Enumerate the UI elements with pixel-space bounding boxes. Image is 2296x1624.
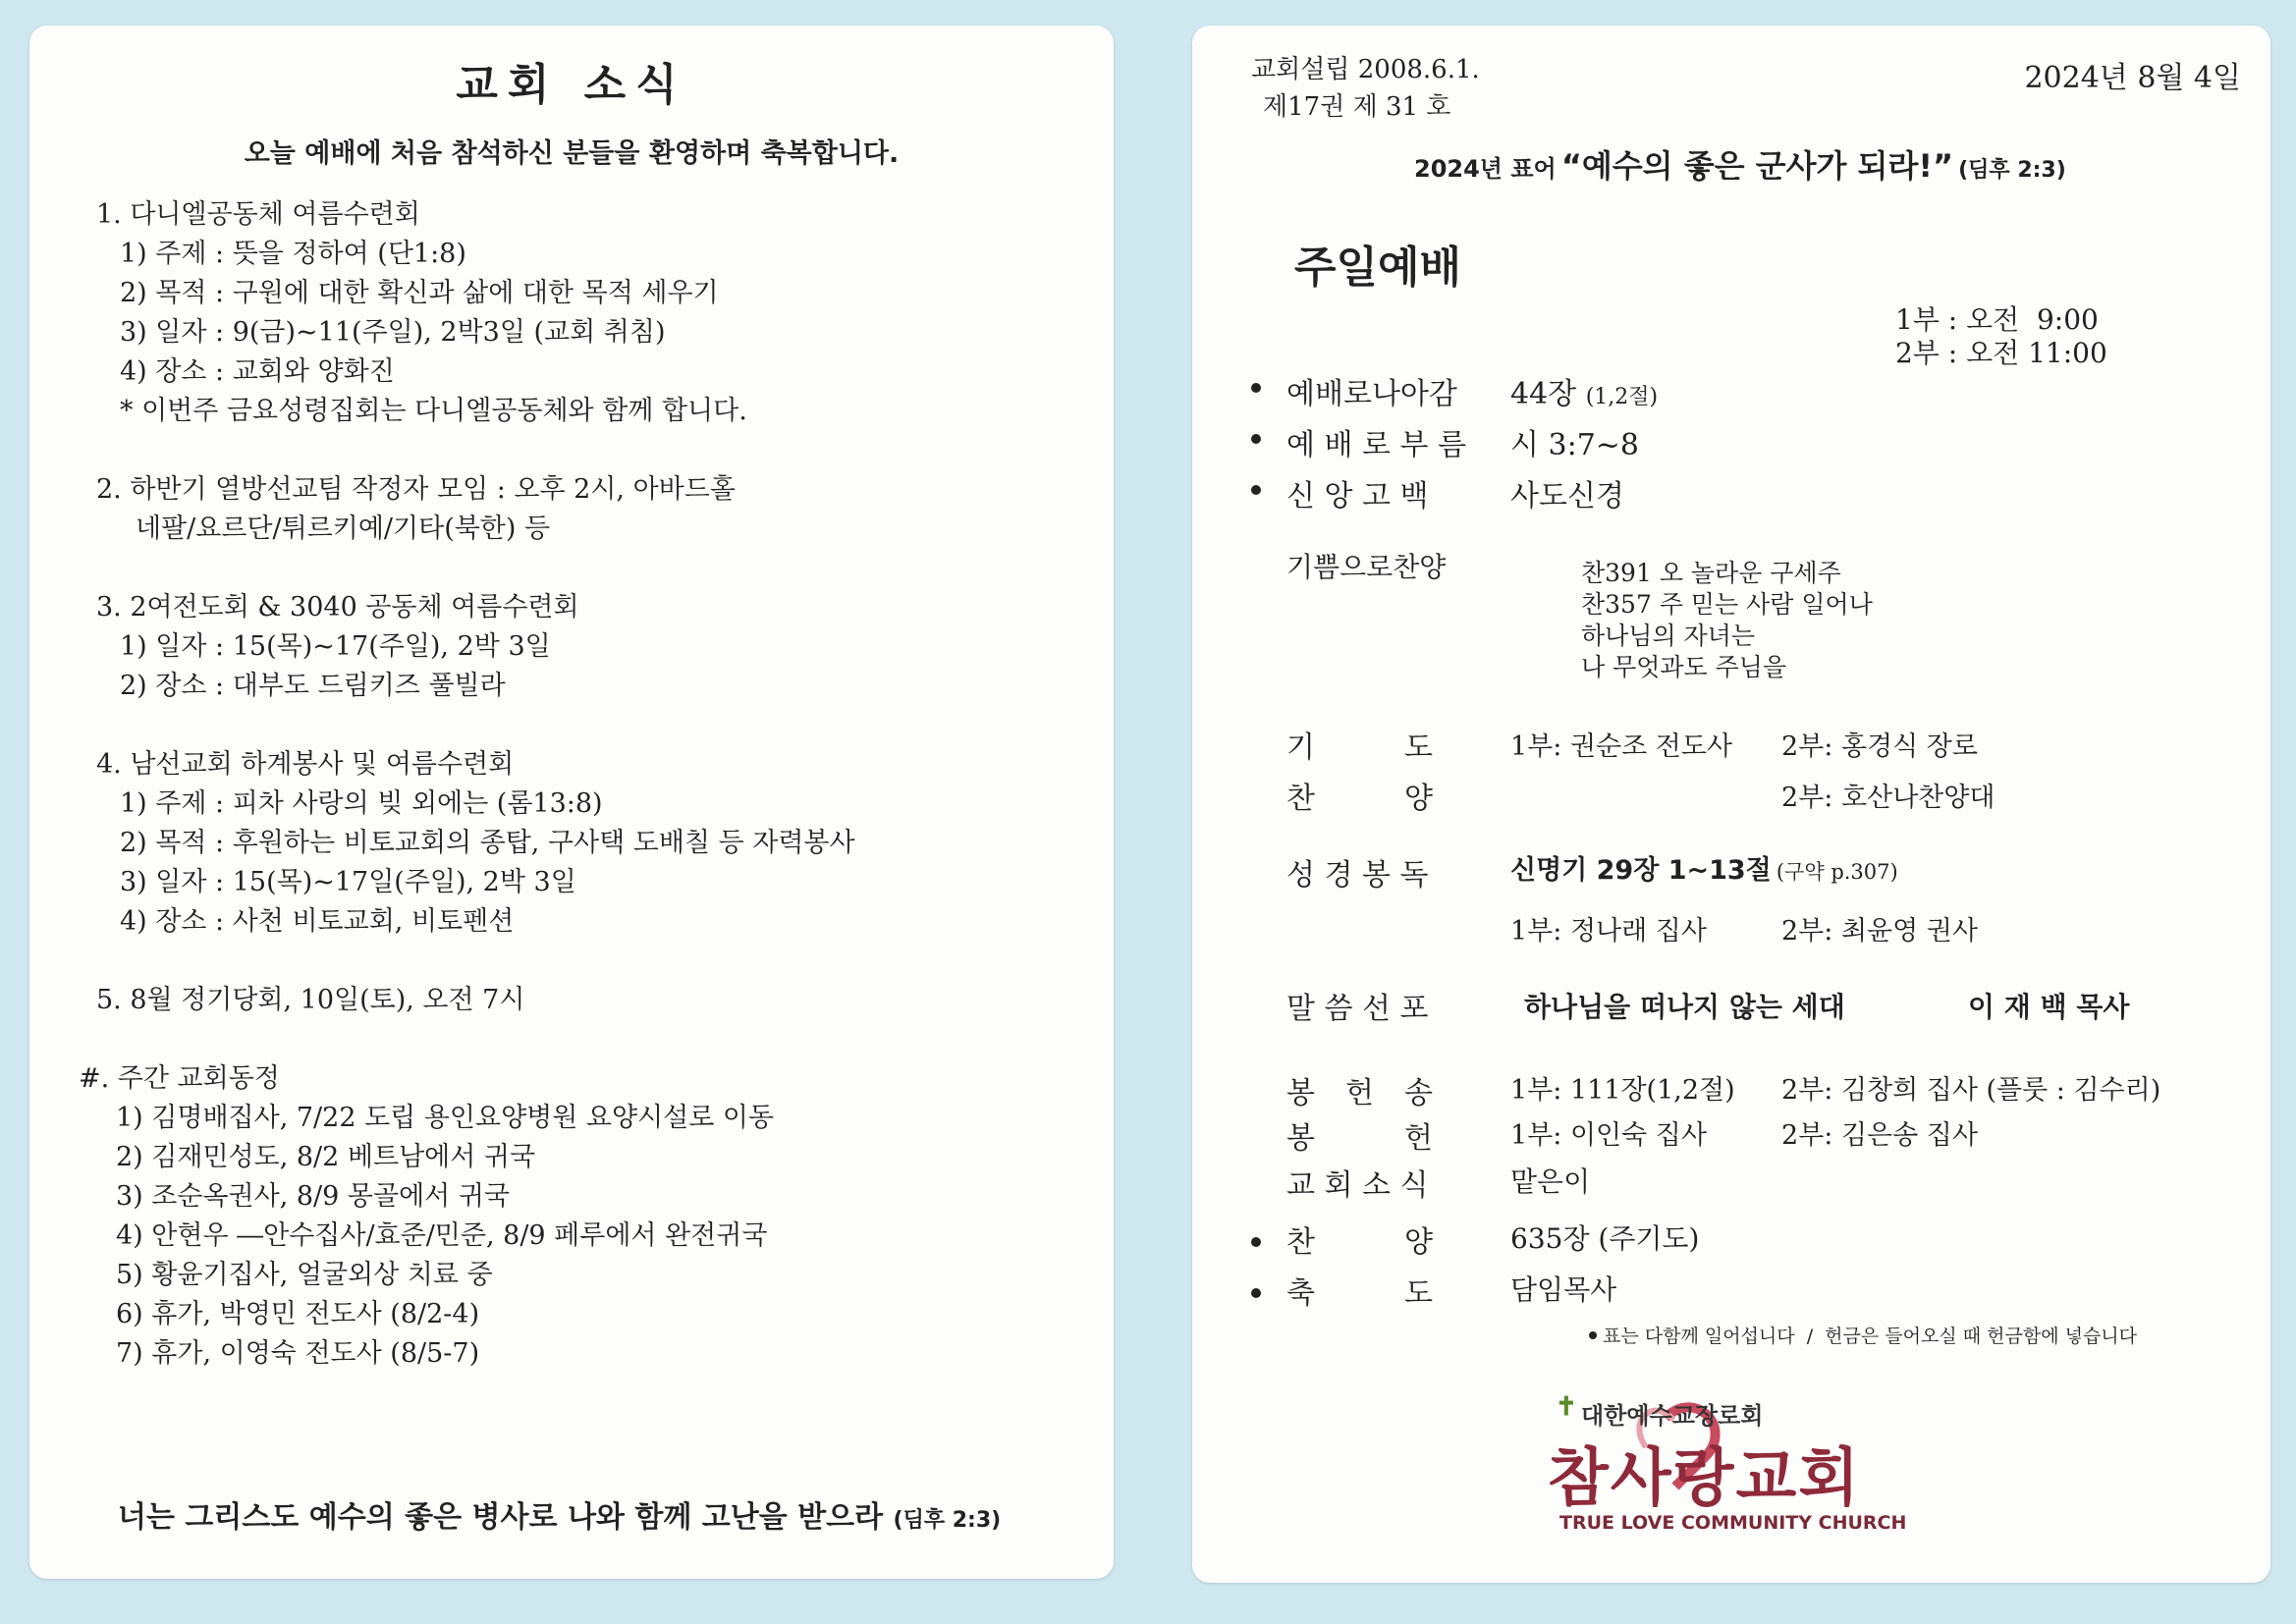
church-name: 참사랑교회	[1548, 1442, 1862, 1515]
order-label-anthem: 양	[1404, 782, 1433, 816]
order-label-offering-song: 헌	[1345, 1076, 1374, 1110]
order-value-news: 맡은이	[1510, 1165, 1591, 1198]
motto-text: “예수의 좋은 군사가 되라!”	[1560, 147, 1954, 185]
news-item-line: 2) 목적 : 후원하는 비토교회의 종탑, 구사택 도배칠 등 자력봉사	[120, 828, 855, 858]
church-news-page	[29, 26, 1114, 1579]
stand-bullet-icon	[1589, 1331, 1597, 1339]
worship-order-page	[1192, 26, 2270, 1583]
order-label-benediction: 도	[1404, 1276, 1433, 1311]
stand-bullet-icon	[1251, 485, 1261, 495]
offering-first: 1부: 이인숙 집사	[1510, 1120, 1707, 1151]
order-label-anthem: 찬	[1286, 782, 1315, 816]
news-item-line: 3) 일자 : 15(목)~17일(주일), 2박 3일	[120, 867, 576, 897]
order-value-reading	[1510, 848, 1898, 887]
service-time-1: 1부 : 오전 9:00	[1895, 303, 2099, 336]
stand-bullet-icon	[1251, 1288, 1261, 1298]
praise-song: 하나님의 자녀는	[1581, 622, 1755, 650]
order-value-hymn: 635장 (주기도)	[1510, 1222, 1700, 1255]
order-value-benediction: 담임목사	[1510, 1273, 1617, 1306]
motto-prefix: 2024년 표어	[1414, 155, 1557, 183]
stand-bullet-icon	[1251, 434, 1261, 444]
order-label-sermon: 말 씀 선 포	[1286, 992, 1429, 1026]
order-value-approach	[1510, 369, 1658, 412]
offering-song-first: 1부: 111장(1,2절)	[1510, 1075, 1735, 1106]
offering-second: 2부: 김은송 집사	[1781, 1120, 1978, 1151]
news-item-line: 1) 주제 : 뜻을 정하여 (단1:8)	[120, 239, 466, 269]
news-item-heading: 4. 남선교회 하계봉사 및 여름수련회	[96, 749, 515, 780]
footnote: 표는 다함께 일어섭니다 / 헌금은 들어오실 때 헌금함에 넣습니다	[1603, 1326, 2138, 1347]
news-item-line: 4) 장소 : 교회와 양화진	[120, 356, 395, 387]
approach-verses: (1,2절)	[1585, 385, 1659, 409]
order-label-prayer: 도	[1404, 731, 1433, 765]
news-item-line: 2) 김재민성도, 8/2 베트남에서 귀국	[116, 1142, 536, 1172]
news-item-line: 1) 김명배집사, 7/22 도립 용인요양병원 요양시설로 이동	[116, 1103, 775, 1133]
order-label-hymn: 양	[1404, 1225, 1433, 1260]
welcome-message: 오늘 예배에 처음 참석하신 분들을 환영하며 축복합니다.	[244, 138, 900, 169]
news-item-heading: 5. 8월 정기당회, 10일(토), 오전 7시	[96, 985, 525, 1015]
news-item-line: 1) 주제 : 피차 사랑의 빚 외에는 (롬13:8)	[120, 788, 603, 819]
volume-number: 제17권 제 31 호	[1263, 92, 1451, 122]
praise-song: 찬357 주 믿는 사람 일어나	[1581, 590, 1873, 619]
stand-bullet-icon	[1251, 383, 1261, 393]
order-label-creed: 신 앙 고 백	[1286, 479, 1429, 514]
news-item-line: 네팔/요르단/튀르키예/기타(북한) 등	[136, 514, 551, 544]
motto-ref: (딤후 2:3)	[1958, 158, 2066, 183]
founded-date: 교회설립 2008.6.1.	[1251, 55, 1480, 84]
order-label-offering: 봉	[1286, 1121, 1315, 1156]
order-label-offering-song: 봉	[1286, 1076, 1315, 1110]
news-item-line: 2) 장소 : 대부도 드림키즈 풀빌라	[120, 671, 506, 701]
order-label-benediction: 축	[1286, 1276, 1315, 1311]
prayer-first-service: 1부: 권순조 전도사	[1510, 731, 1733, 762]
news-title: 교회 소식	[456, 60, 687, 110]
service-time-2: 2부 : 오전 11:00	[1895, 337, 2107, 369]
church-english-name: TRUE LOVE COMMUNITY CHURCH	[1559, 1512, 1907, 1534]
anthem-second-service: 2부: 호산나찬양대	[1781, 783, 1995, 813]
service-title: 주일예배	[1294, 243, 1462, 293]
news-item-heading: 1. 다니엘공동체 여름수련회	[96, 199, 420, 230]
approach-hymn: 44장	[1510, 377, 1577, 411]
news-item-line: 5) 황윤기집사, 얼굴외상 치료 중	[116, 1260, 493, 1290]
order-label-news: 교 회 소 식	[1286, 1168, 1429, 1203]
news-item-line: 7) 휴가, 이영숙 전도사 (8/5-7)	[116, 1338, 480, 1369]
news-item-line: 6) 휴가, 박영민 전도사 (8/2-4)	[116, 1299, 480, 1329]
cross-icon: ✝	[1556, 1392, 1577, 1422]
order-label-call: 예 배 로 부 름	[1286, 428, 1467, 462]
offering-song-second: 2부: 김창희 집사 (플룻 : 김수리)	[1781, 1075, 2161, 1106]
news-item-heading: #. 주간 교회동정	[79, 1063, 280, 1094]
news-item-line: 2) 목적 : 구원에 대한 확신과 삶에 대한 목적 세우기	[120, 278, 719, 308]
news-item-heading: 2. 하반기 열방선교팀 작정자 모임 : 오후 2시, 아바드홀	[96, 474, 736, 505]
prayer-second-service: 2부: 홍경식 장로	[1781, 731, 1978, 762]
order-label-praise: 기쁨으로찬양	[1286, 551, 1447, 583]
reading-second-service: 2부: 최윤영 권사	[1781, 916, 1978, 947]
news-item-line: 1) 일자 : 15(목)~17(주일), 2박 3일	[120, 631, 551, 662]
praise-song: 나 무엇과도 주님을	[1581, 653, 1787, 681]
news-item-line: 3) 일자 : 9(금)~11(주일), 2박3일 (교회 취침)	[120, 317, 666, 348]
news-item-line: 4) 안현우 ―안수집사/효준/민준, 8/9 페루에서 완전귀국	[116, 1220, 768, 1251]
bulletin-date: 2024년 8월 4일	[2024, 61, 2241, 95]
reading-page: (구약 p.307)	[1776, 860, 1898, 884]
bottom-verse-text: 너는 그리스도 예수의 좋은 병사로 나와 함께 고난을 받으라	[118, 1500, 884, 1535]
sermon-preacher: 이 재 백 목사	[1968, 991, 2130, 1023]
bottom-verse	[118, 1492, 1001, 1536]
sermon-title: 하나님을 떠나지 않는 세대	[1524, 991, 1845, 1023]
order-label-offering: 헌	[1404, 1121, 1433, 1156]
praise-song: 찬391 오 놀라운 구세주	[1581, 559, 1841, 587]
denomination-name: 대한예수교장로회	[1581, 1402, 1764, 1430]
annual-motto	[1414, 141, 2066, 187]
news-item-line: 4) 장소 : 사천 비토교회, 비토펜션	[120, 906, 515, 937]
news-item-note: * 이번주 금요성령집회는 다니엘공동체와 함께 합니다.	[120, 396, 747, 426]
order-label-reading: 성 경 봉 독	[1286, 858, 1429, 893]
reading-first-service: 1부: 정나래 집사	[1510, 916, 1707, 947]
order-value-call: 시 3:7~8	[1510, 428, 1640, 462]
reading-passage: 신명기 29장 1~13절	[1510, 855, 1772, 886]
stand-bullet-icon	[1251, 1237, 1261, 1247]
news-item-heading: 3. 2여전도회 & 3040 공동체 여름수련회	[96, 592, 579, 623]
order-value-creed: 사도신경	[1510, 479, 1624, 514]
bottom-verse-ref: (딤후 2:3)	[893, 1508, 1002, 1533]
order-label-hymn: 찬	[1286, 1225, 1315, 1260]
order-label-approach: 예배로나아감	[1286, 377, 1457, 411]
news-item-line: 3) 조순옥권사, 8/9 몽골에서 귀국	[116, 1181, 510, 1212]
order-label-offering-song: 송	[1404, 1076, 1433, 1110]
order-label-prayer: 기	[1286, 731, 1315, 765]
